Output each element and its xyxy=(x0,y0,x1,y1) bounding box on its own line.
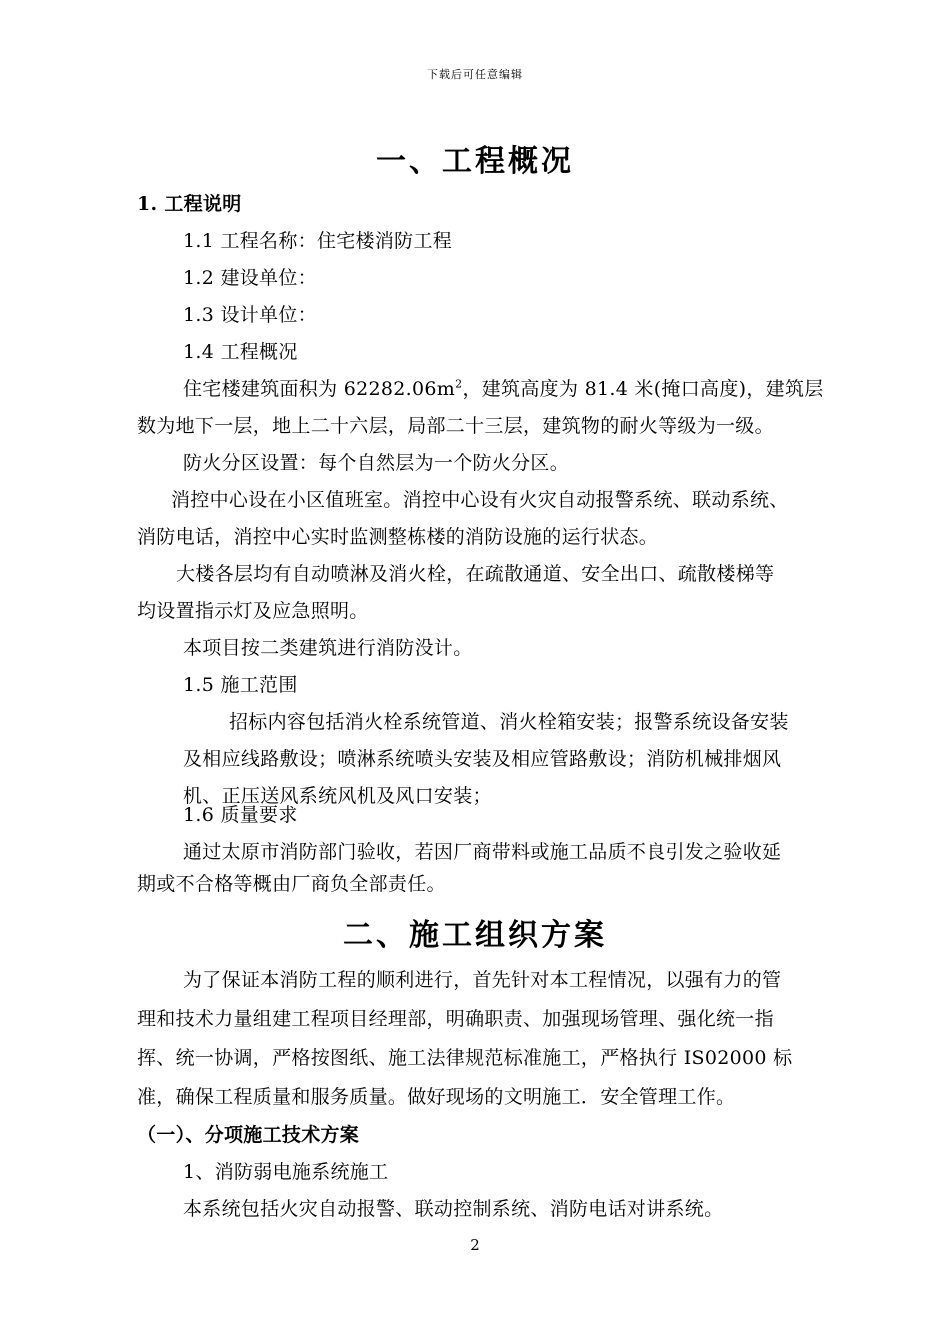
para-center-line1: 消控中心设在小区值班室。消控中心设有火灾自动报警系统、联动系统、 xyxy=(171,489,789,511)
intro-line4: 准，确保工程质量和服务质量。做好现场的文明施工．安全管理工作。 xyxy=(137,1086,736,1108)
para-area-text-a: 住宅楼建筑面积为 62282.06m xyxy=(183,378,456,400)
item-1-4: 1.4 工程概况 xyxy=(183,341,298,363)
page-header-note: 下载后可任意编辑 xyxy=(427,68,523,81)
scope-line3: 机、正压送风系统风机及风口安装； xyxy=(183,785,492,807)
item-1-2: 1.2 建设单位： xyxy=(183,267,317,289)
scope-line2: 及相应线路敷设；喷淋系统喷头安装及相应管路敷设；消防机械排烟风 xyxy=(183,748,782,770)
para-zone: 防火分区设置：每个自然层为一个防火分区。 xyxy=(183,452,570,474)
para-center-line2: 消防电话，消控中心实时监测整栋楼的消防设施的运行状态。 xyxy=(137,526,659,548)
para-floor-line2: 均设置指示灯及应急照明。 xyxy=(137,600,369,622)
para-floor-line1: 大楼各层均有自动喷淋及消火栓，在疏散通道、安全出口、疏散楼梯等 xyxy=(176,563,775,585)
quality-line1: 通过太原市消防部门验收，若因厂商带料或施工品质不良引发之验收延 xyxy=(183,841,782,863)
item-1-3: 1.3 设计单位： xyxy=(183,304,317,326)
scope-line1: 招标内容包括消火栓系统管道、消火栓箱安装；报警系统设备安装 xyxy=(229,711,789,733)
item-1-5: 1.5 施工范围 xyxy=(183,674,298,696)
item-1-1: 1.1 工程名称：住宅楼消防工程 xyxy=(183,230,453,252)
intro-line3: 挥、统一协调，严格按图纸、施工法律规范标准施工，严格执行 IS02000 标 xyxy=(137,1047,793,1069)
para-area-text-b: ，建筑高度为 81.4 米(掩口高度)，建筑层 xyxy=(462,378,824,400)
intro-line2: 理和技术力量组建工程项目经理部，明确职责、加强现场管理、强化统一指 xyxy=(137,1008,774,1030)
subsection-1-title: （一）、分项施工技术方案 xyxy=(137,1124,360,1146)
subsection-1-para: 本系统包括火灾自动报警、联动控制系统、消防电话对讲系统。 xyxy=(183,1198,724,1220)
section1-title: 一、工程概况 xyxy=(376,144,574,179)
section1-subtitle: 1. 工程说明 xyxy=(137,193,242,215)
para-area-line2: 数为地下一层，地上二十六层，局部二十三层，建筑物的耐火等级为一级。 xyxy=(137,415,774,437)
quality-line2: 期或不合格等概由厂商负全部责任。 xyxy=(137,873,446,895)
para-class: 本项目按二类建筑进行消防没计。 xyxy=(183,637,473,659)
intro-line1: 为了保证本消防工程的顺利进行，首先针对本工程情况，以强有力的管 xyxy=(183,969,782,991)
page-number: 2 xyxy=(470,1236,480,1254)
subsection-1-item1: 1、消防弱电施系统施工 xyxy=(183,1161,389,1183)
para-area-superscript: 2 xyxy=(455,377,463,391)
item-1-6: 1.6 质量要求 xyxy=(183,804,298,826)
para-area-line1 xyxy=(183,371,824,408)
section2-title: 二、施工组织方案 xyxy=(343,918,607,953)
